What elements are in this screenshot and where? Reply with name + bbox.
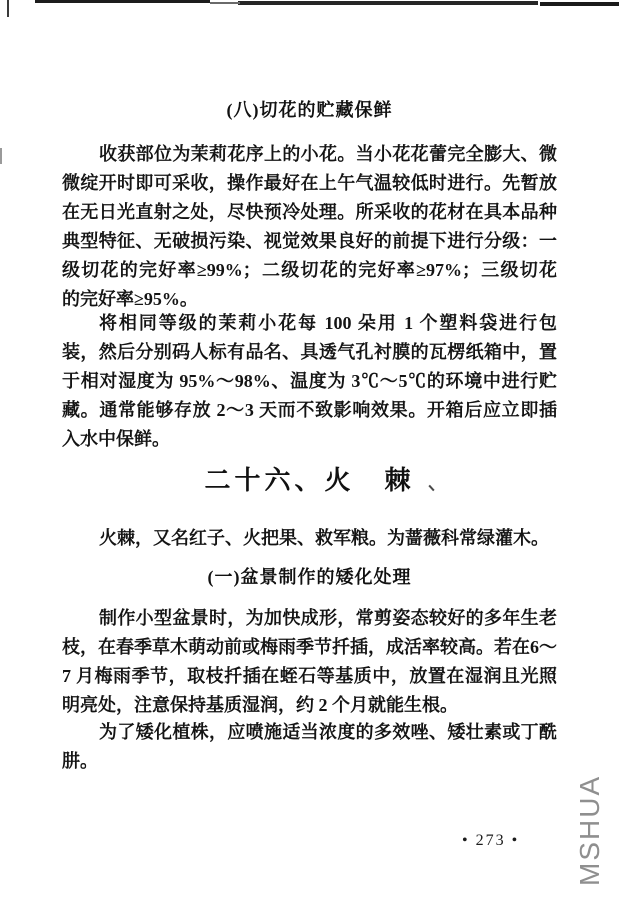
section-heading-bonsai-dwarfing: (一)盆景制作的矮化处理 (207, 567, 412, 587)
scan-artifact-left-edge (0, 148, 2, 164)
scan-artifact-top-line (35, 0, 210, 3)
paragraph-dwarfing-agents (62, 718, 557, 776)
body-text-line: 枝，在春季草木萌动前或梅雨季节扦插，成活率较高。若在6～ (62, 637, 557, 657)
body-text-line: 微绽开时即可采收，操作最好在上午气温较低时进行。先暂放 (62, 173, 557, 193)
body-text-line: 明亮处，注意保持基质湿润，约 2 个月就能生根。 (62, 695, 458, 715)
body-text-line: 在无日光直射之处，尽快预冷处理。所采收的花材在具本品种 (62, 202, 557, 222)
chapter-title-firethorn: 二十六、火 棘 (204, 466, 415, 495)
paragraph-bonsai (62, 604, 557, 720)
watermark-mshua: MSHUA (574, 774, 605, 886)
body-text-line: 7 月梅雨季节，取枝扦插在蛭石等基质中，放置在湿润且光照 (62, 666, 557, 686)
scan-artifact-left-tick (7, 0, 9, 17)
body-text-line: 于相对湿度为 95%～98%、温度为 3℃～5℃的环境中进行贮 (62, 371, 557, 391)
paragraph-harvest (62, 140, 557, 314)
paragraph-intro (62, 524, 557, 553)
body-text-line: 入水中保鲜。 (62, 429, 170, 449)
body-text-line: 收获部位为茉莉花序上的小花。当小花花蕾完全膨大、微 (99, 144, 557, 164)
scan-artifact-top-line (540, 2, 619, 6)
scan-artifact-top-line (210, 2, 240, 4)
body-text-line: 为了矮化植株，应喷施适当浓度的多效唑、矮壮素或丁酰 (99, 722, 557, 742)
scan-artifact-top-line (238, 1, 538, 5)
section-heading-cut-flower-storage: (八)切花的贮藏保鲜 (226, 100, 393, 120)
body-text-line: 典型特征、无破损污染、视觉效果良好的前提下进行分级：一 (62, 231, 557, 251)
body-text-line: 将相同等级的茉莉小花每 100 朵用 1 个塑料袋进行包 (99, 313, 557, 333)
paragraph-packing (62, 309, 557, 454)
body-text-line: 藏。通常能够存放 2～3 天而不致影响效果。开箱后应立即插 (62, 400, 557, 420)
body-text-line: 肼。 (62, 751, 98, 771)
page-number: • 273 • (462, 832, 520, 849)
body-text-line: 制作小型盆景时，为加快成形，常剪姿态较好的多年生老 (99, 608, 557, 628)
body-text-line: 装，然后分别码人标有品名、具透气孔衬膜的瓦楞纸箱中，置 (62, 342, 557, 362)
body-text-line: 级切花的完好率≥99%；二级切花的完好率≥97%；三级切花 (62, 260, 557, 280)
body-text-line: 火棘，又名红子、火把果、救军粮。为蔷薇科常绿灌木。 (99, 528, 549, 548)
body-text-line: 的完好率≥95%。 (62, 289, 198, 309)
